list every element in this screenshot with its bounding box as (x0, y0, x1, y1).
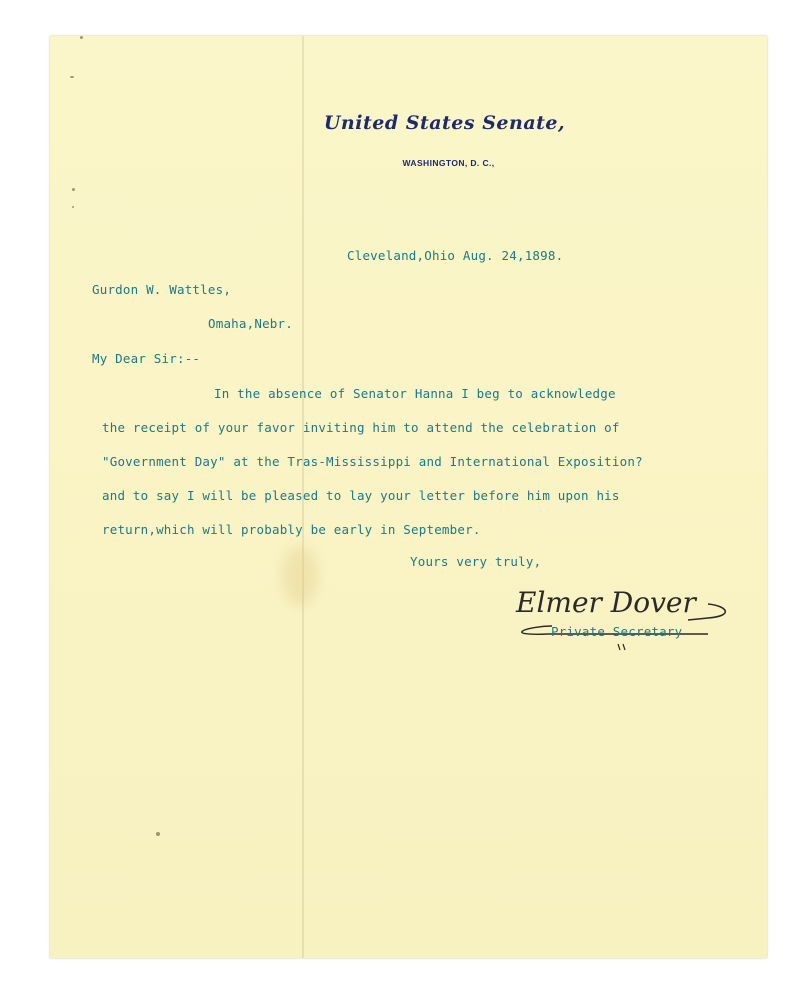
signature-ditto-mark (618, 644, 625, 650)
body-line: In the absence of Senator Hanna I beg to acknowledge (214, 386, 616, 401)
paper-speck (72, 206, 74, 208)
salutation: My Dear Sir:-- (92, 351, 201, 366)
paper-speck (70, 76, 74, 78)
letter-paper (50, 36, 767, 958)
body-line: "Government Day" at the Tras-Mississippi and International Exposition? (102, 454, 643, 469)
recipient-city: Omaha,Nebr. (208, 316, 293, 331)
title-line: Private Secretary (551, 624, 683, 639)
closing: Yours very truly, (410, 554, 542, 569)
paper-speck (80, 36, 83, 39)
paper-speck (156, 832, 160, 836)
signature-text: Elmer Dover (516, 586, 696, 619)
dateline: Cleveland,Ohio Aug. 24,1898. (347, 248, 564, 263)
letterhead-location: WASHINGTON, D. C., (402, 158, 495, 168)
body-line: and to say I will be pleased to lay your letter before him upon his (102, 488, 620, 503)
letterhead-title: United States Senate, (323, 112, 566, 134)
signature-image (508, 582, 738, 652)
body-line: return,which will probably be early in September. (102, 522, 481, 537)
recipient-name: Gurdon W. Wattles, (92, 282, 232, 297)
paper-stain (282, 546, 318, 606)
paper-speck (72, 188, 75, 191)
body-line: the receipt of your favor inviting him to attend the celebration of (102, 420, 620, 435)
